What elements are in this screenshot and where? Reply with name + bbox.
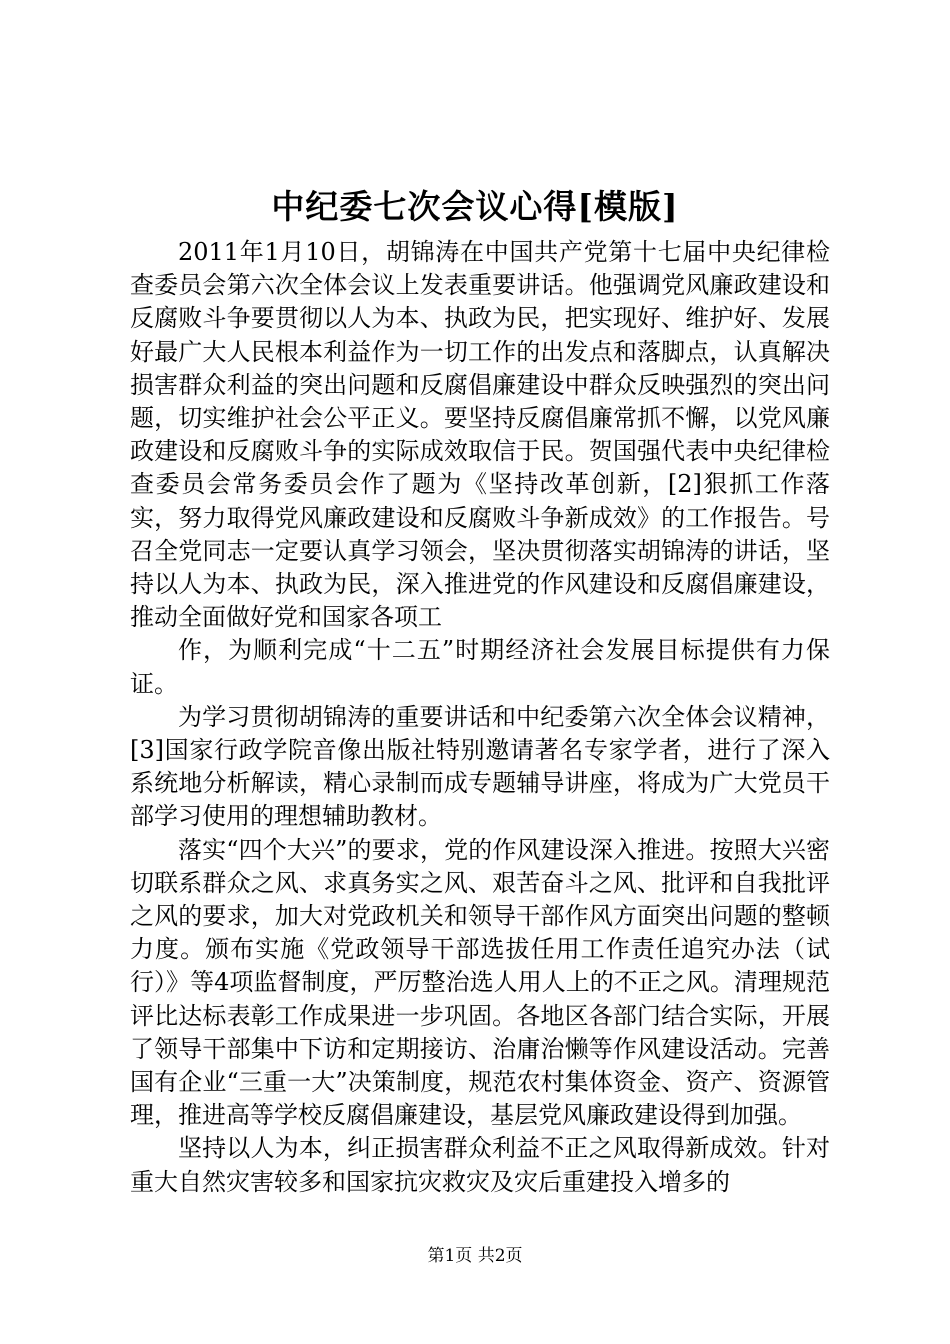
paragraph-4: 落实“四个大兴”的要求，党的作风建设深入推进。按照大兴密切联系群众之风、求真务实之风、艰苦奋斗之风、批评和自我批评之风的要求，加大对党政机关和领导干部作风方面突出问题的整顿力度。颁布实施《党政领导干部选拔任用工作责任追究办法（试行）》等4项监督制度，严厉整治选人用人上的不正之风。清理规范评比达标表彰工作成果进一步巩固。各地区各部门结合实际，开展了领导干部集中下访和定期接访、治庸治懒等作风建设活动。完善国有企业“三重一大”决策制度，规范农村集体资金、资产、资源管理，推进高等学校反腐倡廉建设，基层党风廉政建设得到加强。 — [130, 835, 830, 1130]
paragraph-1: 2011年1月10日，胡锦涛在中国共产党第十七届中央纪律检查委员会第六次全体会议上发表重要讲话。他强调党风廉政建设和反腐败斗争要贯彻以人为本、执政为民，把实现好、维护好、发展好最广大人民根本利益作为一切工作的出发点和落脚点，认真解决损害群众利益的突出问题和反腐倡廉建设中群众反映强烈的突出问题，切实维护社会公平正义。要坚持反腐倡廉常抓不懈，以党风廉政建设和反腐败斗争的实际成效取信于民。贺国强代表中央纪律检查委员会常务委员会作了题为《坚持改革创新，[2]狠抓工作落实，努力取得党风廉政建设和反腐败斗争新成效》的工作报告。号召全党同志一定要认真学习领会，坚决贯彻落实胡锦涛的讲话，坚持以人为本、执政为民，深入推进党的作风建设和反腐倡廉建设，推动全面做好党和国家各项工 — [130, 238, 830, 632]
paragraph-2: 作，为顺利完成“十二五”时期经济社会发展目标提供有力保证。 — [130, 636, 830, 698]
paragraph-5: 坚持以人为本，纠正损害群众利益不正之风取得新成效。针对重大自然灾害较多和国家抗灾救灾及灾后重建投入增多的 — [130, 1134, 830, 1196]
document-body — [130, 236, 830, 1199]
page-number-footer: 第1页 共2页 — [427, 1246, 523, 1266]
document-title: 中纪委七次会议心得[模版] — [271, 187, 679, 226]
paragraph-3: 为学习贯彻胡锦涛的重要讲话和中纪委第六次全体会议精神，[3]国家行政学院音像出版社特别邀请著名专家学者，进行了深入系统地分析解读，精心录制而成专题辅导讲座，将成为广大党员干部学习使用的理想辅助教材。 — [130, 702, 830, 831]
